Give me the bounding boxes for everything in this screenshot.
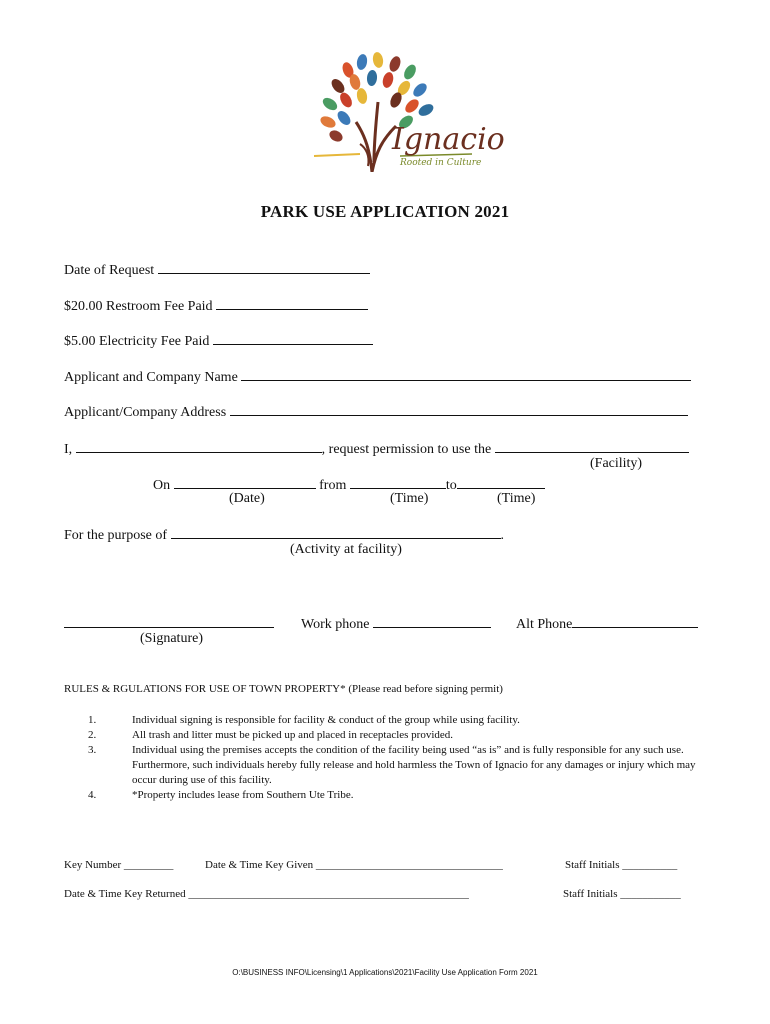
- rule-item: [64, 743, 724, 788]
- from-label: from: [319, 478, 347, 493]
- start-time-field[interactable]: [350, 474, 446, 489]
- rule-item: [64, 728, 724, 743]
- signature-field[interactable]: [64, 613, 274, 628]
- permission-row: [64, 438, 689, 458]
- rule-number: 1.: [88, 714, 97, 726]
- logo-name: Ignacio: [392, 122, 505, 157]
- rule-number: 4.: [88, 789, 97, 801]
- rules-list: [64, 713, 724, 803]
- purpose-period: .: [500, 528, 505, 543]
- on-label: On: [153, 478, 171, 493]
- applicant-name-field[interactable]: [241, 366, 691, 381]
- date-of-request-field[interactable]: [158, 259, 370, 274]
- electricity-fee-row: [64, 330, 373, 350]
- facility-field[interactable]: [495, 438, 689, 453]
- applicant-address-label: Applicant/Company Address: [64, 405, 227, 420]
- restroom-fee-label: $20.00 Restroom Fee Paid: [64, 299, 213, 314]
- rule-number: 3.: [88, 744, 97, 756]
- restroom-fee-row: [64, 295, 368, 315]
- rule-text: Individual using the premises accepts the condition of the facility being used “as is” and is fully responsible for any such use. Furthermore, such individuals hereby fully release and hold harmless the Town of Ignacio for any damages or injury which may occur during use of this facility.: [132, 744, 696, 786]
- activity-caption: (Activity at facility): [290, 542, 402, 557]
- rule-text: *Property includes lease from Southern Ute Tribe.: [132, 789, 354, 801]
- end-time-field[interactable]: [457, 474, 545, 489]
- work-phone-row: [301, 613, 491, 633]
- applicant-address-row: [64, 401, 688, 421]
- restroom-fee-field[interactable]: [216, 295, 368, 310]
- logo: [300, 52, 505, 172]
- work-phone-label: Work phone: [301, 617, 370, 632]
- electricity-fee-field[interactable]: [213, 330, 373, 345]
- date-field[interactable]: [174, 474, 316, 489]
- electricity-fee-label: $5.00 Electricity Fee Paid: [64, 334, 210, 349]
- alt-phone-row: [516, 613, 698, 633]
- schedule-row: [153, 474, 545, 494]
- footer-file-path: O:\BUSINESS INFO\Licensing\1 Applications\2021\Facility Use Application Form 2021: [232, 968, 538, 977]
- staff-initials-returned[interactable]: Staff Initials ___________: [563, 888, 681, 900]
- applicant-signature-name-field[interactable]: [76, 438, 322, 453]
- alt-phone-label: Alt Phone: [516, 617, 573, 632]
- date-of-request-label: Date of Request: [64, 263, 155, 278]
- signature-caption: (Signature): [140, 631, 203, 646]
- purpose-label: For the purpose of: [64, 528, 168, 543]
- alt-phone-field[interactable]: [572, 613, 698, 628]
- i-label: I,: [64, 442, 73, 457]
- rule-item: [64, 713, 724, 728]
- to-label: to: [445, 478, 457, 493]
- key-number[interactable]: Key Number _________: [64, 859, 174, 871]
- logo-tagline: Rooted in Culture: [400, 158, 482, 168]
- applicant-address-field[interactable]: [230, 401, 688, 416]
- purpose-row: [64, 524, 504, 544]
- facility-caption: (Facility): [590, 456, 643, 471]
- key-returned[interactable]: Date & Time Key Returned ___________________________________________________: [64, 888, 469, 900]
- applicant-name-row: [64, 366, 691, 386]
- staff-initials-given[interactable]: Staff Initials __________: [565, 859, 678, 871]
- rule-number: 2.: [88, 729, 97, 741]
- request-permission-text: , request permission to use the: [321, 442, 492, 457]
- rule-item: [64, 788, 724, 803]
- rules-heading: RULES & RGULATIONS FOR USE OF TOWN PROPERTY* (Please read before signing permit): [64, 683, 503, 695]
- rule-text: All trash and litter must be picked up and placed in receptacles provided.: [132, 729, 454, 741]
- end-time-caption: (Time): [497, 491, 536, 506]
- purpose-field[interactable]: [171, 524, 501, 539]
- date-of-request-row: [64, 259, 370, 279]
- start-time-caption: (Time): [390, 491, 429, 506]
- page-title: PARK USE APPLICATION 2021: [260, 202, 510, 221]
- rule-text: Individual signing is responsible for facility & conduct of the group while using facility.: [132, 714, 520, 726]
- key-given[interactable]: Date & Time Key Given __________________________________: [205, 859, 503, 871]
- work-phone-field[interactable]: [373, 613, 491, 628]
- applicant-name-label: Applicant and Company Name: [64, 370, 238, 385]
- date-caption: (Date): [229, 491, 265, 506]
